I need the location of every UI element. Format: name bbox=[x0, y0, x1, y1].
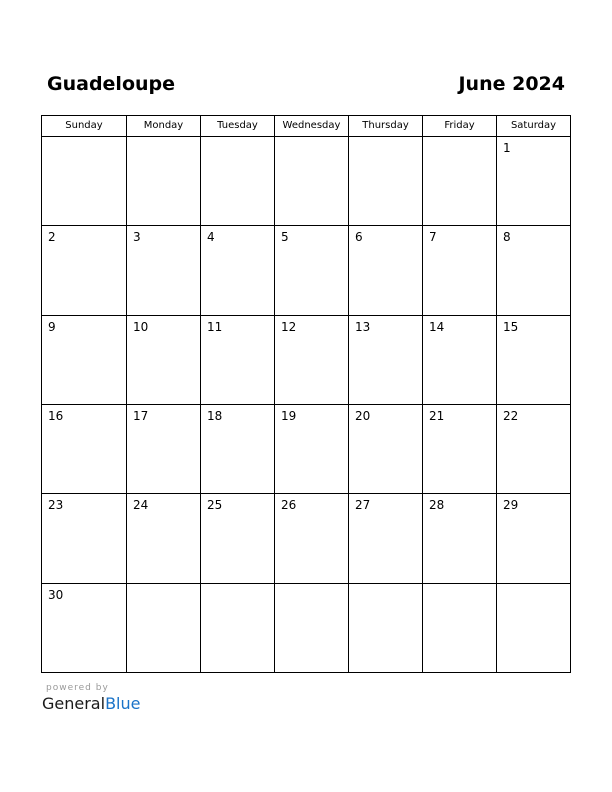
weekday-thursday: Thursday bbox=[349, 116, 423, 137]
day-number: 25 bbox=[207, 498, 223, 513]
calendar-day-cell bbox=[201, 137, 275, 226]
calendar-day-cell bbox=[423, 137, 497, 226]
day-number: 21 bbox=[429, 408, 445, 423]
calendar-day-cell bbox=[42, 137, 127, 226]
calendar-week-row bbox=[42, 226, 571, 315]
day-number: 24 bbox=[133, 498, 149, 513]
day-number: 23 bbox=[48, 498, 64, 513]
calendar-day-cell bbox=[497, 226, 571, 315]
calendar-day-cell bbox=[42, 494, 127, 583]
calendar-day-cell bbox=[349, 315, 423, 404]
day-number bbox=[127, 137, 200, 141]
day-number bbox=[349, 584, 422, 588]
weekday-saturday: Saturday bbox=[497, 116, 571, 137]
day-number: 2 bbox=[48, 230, 56, 245]
day-number bbox=[275, 584, 348, 588]
calendar-day-cell bbox=[201, 494, 275, 583]
day-number: 8 bbox=[503, 230, 511, 245]
weekday-sunday: Sunday bbox=[42, 116, 127, 137]
calendar-day-cell bbox=[127, 583, 201, 672]
day-number bbox=[42, 137, 126, 141]
calendar-day-cell bbox=[497, 137, 571, 226]
day-number: 5 bbox=[281, 230, 289, 245]
day-number: 27 bbox=[355, 498, 371, 513]
calendar-week-row bbox=[42, 583, 571, 672]
day-number: 22 bbox=[503, 408, 519, 423]
calendar-week-row bbox=[42, 494, 571, 583]
calendar-day-cell bbox=[275, 226, 349, 315]
calendar-day-cell bbox=[201, 226, 275, 315]
calendar-day-cell bbox=[349, 494, 423, 583]
calendar-day-cell bbox=[127, 404, 201, 493]
calendar-day-cell bbox=[201, 315, 275, 404]
calendar-day-cell bbox=[423, 583, 497, 672]
day-number: 1 bbox=[503, 141, 511, 155]
calendar-grid bbox=[41, 115, 571, 673]
calendar-day-cell bbox=[127, 137, 201, 226]
powered-by-text: powered by bbox=[46, 683, 109, 693]
weekday-monday: Monday bbox=[127, 116, 201, 137]
calendar-day-cell bbox=[127, 226, 201, 315]
brand-general: General bbox=[42, 694, 106, 713]
calendar-week-row bbox=[42, 315, 571, 404]
day-number: 18 bbox=[207, 408, 223, 423]
day-number: 11 bbox=[207, 319, 223, 334]
weekday-tuesday: Tuesday bbox=[201, 116, 275, 137]
day-number: 20 bbox=[355, 408, 371, 423]
day-number: 15 bbox=[503, 319, 519, 334]
calendar-day-cell bbox=[497, 315, 571, 404]
brand-logo bbox=[42, 694, 140, 714]
day-number bbox=[497, 584, 570, 588]
month-title: June 2024 bbox=[458, 73, 565, 95]
day-number: 28 bbox=[429, 498, 445, 513]
calendar-day-cell bbox=[349, 137, 423, 226]
day-number bbox=[275, 137, 348, 141]
calendar-day-cell bbox=[497, 404, 571, 493]
weekday-friday: Friday bbox=[423, 116, 497, 137]
weekday-wednesday: Wednesday bbox=[275, 116, 349, 137]
day-number: 29 bbox=[503, 498, 519, 513]
calendar-week-row bbox=[42, 137, 571, 226]
calendar-day-cell bbox=[127, 315, 201, 404]
calendar-day-cell bbox=[275, 137, 349, 226]
calendar-day-cell bbox=[201, 583, 275, 672]
day-number: 9 bbox=[48, 319, 56, 334]
calendar-day-cell bbox=[497, 583, 571, 672]
calendar-day-cell bbox=[423, 315, 497, 404]
day-number: 16 bbox=[48, 408, 64, 423]
day-number: 7 bbox=[429, 230, 437, 245]
day-number bbox=[201, 584, 274, 588]
calendar-day-cell bbox=[42, 583, 127, 672]
calendar-day-cell bbox=[42, 226, 127, 315]
day-number bbox=[201, 137, 274, 141]
day-number: 3 bbox=[133, 230, 141, 245]
region-title: Guadeloupe bbox=[47, 73, 176, 95]
calendar-day-cell bbox=[275, 315, 349, 404]
calendar-day-cell bbox=[423, 404, 497, 493]
calendar-day-cell bbox=[497, 494, 571, 583]
brand-blue: Blue bbox=[105, 694, 141, 713]
day-number: 10 bbox=[133, 319, 149, 334]
calendar-day-cell bbox=[275, 404, 349, 493]
day-number: 12 bbox=[281, 319, 297, 334]
calendar-day-cell bbox=[42, 404, 127, 493]
day-number bbox=[423, 584, 496, 588]
day-number bbox=[423, 137, 496, 141]
calendar-day-cell bbox=[349, 226, 423, 315]
day-number: 26 bbox=[281, 498, 297, 513]
day-number: 17 bbox=[133, 408, 149, 423]
calendar-day-cell bbox=[423, 226, 497, 315]
day-number: 14 bbox=[429, 319, 445, 334]
calendar-day-cell bbox=[349, 404, 423, 493]
calendar-day-cell bbox=[349, 583, 423, 672]
day-number bbox=[127, 584, 200, 588]
calendar-day-cell bbox=[201, 404, 275, 493]
calendar-week-row bbox=[42, 404, 571, 493]
calendar-day-cell bbox=[127, 494, 201, 583]
calendar-day-cell bbox=[423, 494, 497, 583]
calendar-day-cell bbox=[42, 315, 127, 404]
day-number: 4 bbox=[207, 230, 215, 245]
day-number: 19 bbox=[281, 408, 297, 423]
day-number: 13 bbox=[355, 319, 371, 334]
day-number bbox=[349, 137, 422, 141]
weekday-header-row bbox=[42, 116, 571, 137]
day-number: 6 bbox=[355, 230, 363, 245]
calendar-day-cell bbox=[275, 583, 349, 672]
day-number: 30 bbox=[48, 587, 64, 602]
calendar-day-cell bbox=[275, 494, 349, 583]
